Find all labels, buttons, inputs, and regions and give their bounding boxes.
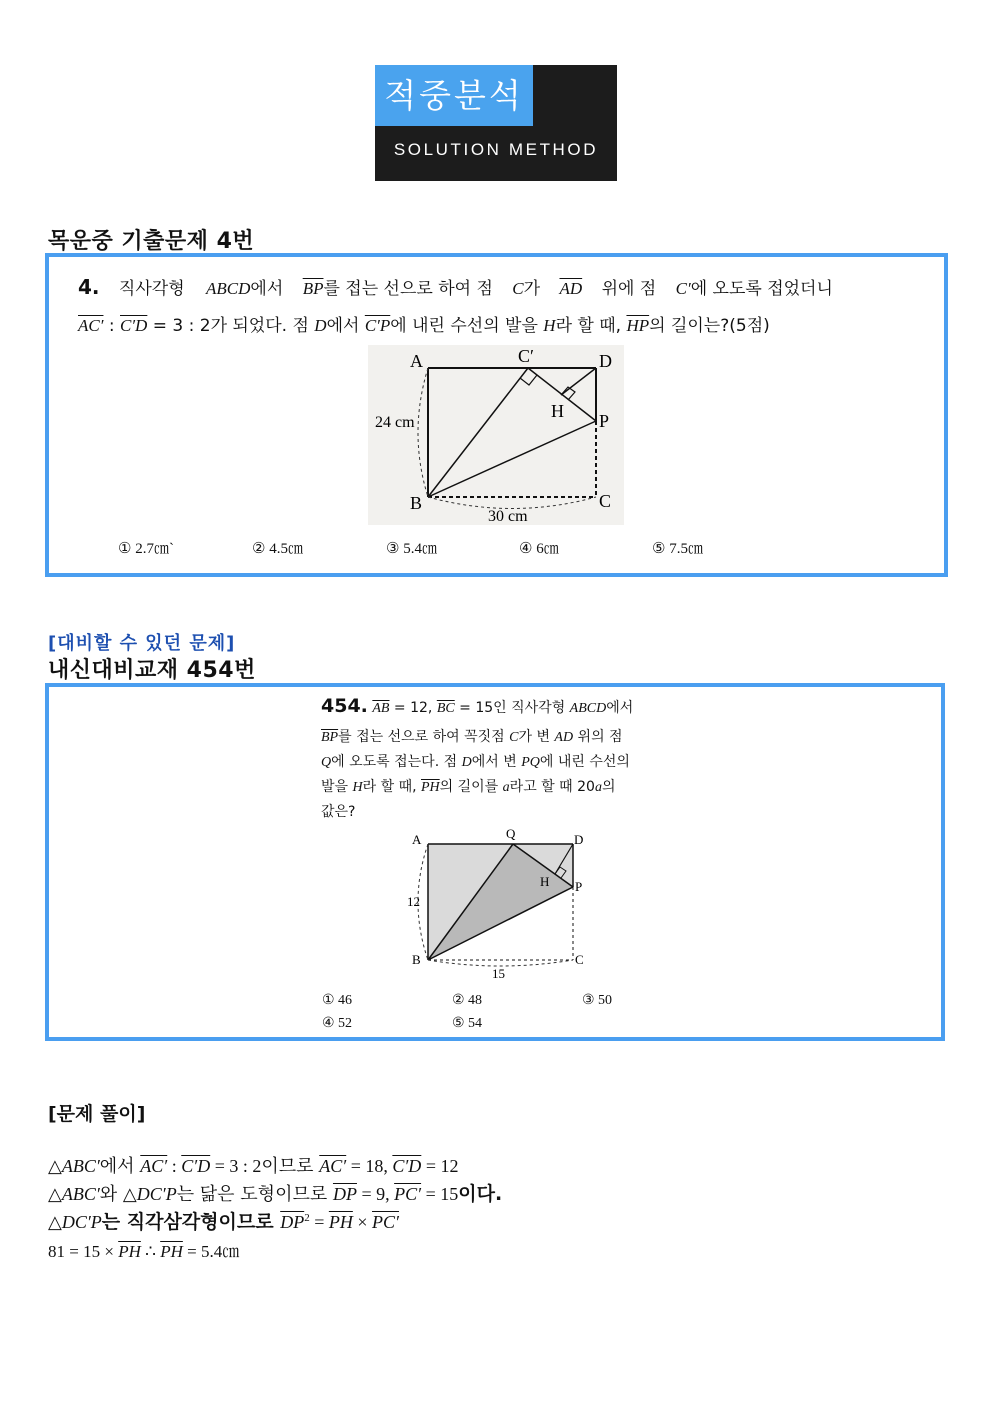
math-segment: $\overline{PH}$	[421, 780, 440, 795]
text: 위에 점	[601, 279, 657, 299]
text: 에서 변	[471, 754, 522, 770]
text: 에 오도록 접었더니	[690, 279, 833, 299]
math-triangle: △ABC′	[48, 1156, 100, 1176]
math-var: a	[594, 780, 602, 795]
text: 라고 할 때 20	[509, 779, 595, 795]
text: 81 = 15 ×	[48, 1242, 119, 1261]
problem2-line2	[321, 725, 673, 750]
math-segment: $\overline{AD}$	[559, 279, 583, 298]
choice-2[interactable]: ② 4.5㎝	[252, 541, 303, 557]
problem1-line1	[78, 268, 940, 308]
math-segment: $\overline{PH}$	[328, 1212, 353, 1232]
math-triangle: △DC′P	[48, 1212, 102, 1232]
text: = 5.4㎝	[182, 1242, 240, 1261]
choice-5[interactable]: ⑤ 7.5㎝	[652, 541, 703, 557]
text: ×	[352, 1212, 373, 1232]
section2-tag: [대비할 수 있던 문제]	[48, 633, 236, 654]
text: 의	[601, 779, 616, 795]
math-triangle: △ABC′	[48, 1184, 100, 1204]
math-segment: $\overline{PH}$	[118, 1242, 141, 1261]
text: 에서	[99, 1156, 141, 1177]
text: 가	[523, 279, 541, 299]
label-side-length: 24 cm	[375, 414, 415, 431]
choice-4[interactable]: ④ 52	[322, 1016, 353, 1031]
choice-1[interactable]: ① 2.7㎝`	[118, 541, 174, 557]
text: 의 길이는?(5점)	[649, 316, 770, 336]
label-b: B	[410, 493, 423, 513]
text: = 3 : 2가 되었다. 점	[147, 316, 315, 336]
problem1-figure	[368, 345, 624, 525]
text: 위의 점	[573, 729, 623, 745]
math-segment: C′D	[392, 1156, 422, 1176]
label-bottom-length: 15	[492, 966, 505, 981]
text: = 12,	[389, 700, 437, 716]
text: 의 길이를	[439, 779, 503, 795]
text: 직사각형	[118, 279, 185, 299]
math-triangle: △DC′P	[122, 1184, 177, 1204]
problem1-number: 4.	[78, 275, 100, 299]
problem2-line3	[321, 750, 673, 775]
math-var: C′	[675, 279, 691, 298]
text: 에 내린 수선의	[539, 754, 630, 770]
math-segment: $\overline{HP}$	[626, 316, 650, 335]
math-var: H	[543, 316, 556, 335]
math-segment: AC′	[319, 1156, 347, 1176]
math-segment: $\overline{DP}$	[280, 1212, 305, 1232]
text: 는 직각삼각형이므로	[101, 1211, 281, 1233]
logo-subtitle: SOLUTION METHOD	[393, 140, 599, 159]
text: = 12	[421, 1156, 459, 1176]
label-q: Q	[506, 826, 516, 841]
problem2-text	[321, 694, 673, 825]
math-var: PQ	[521, 755, 540, 770]
problem2-line5: 값은?	[321, 804, 356, 820]
label-side-length: 12	[407, 894, 420, 909]
text: 를 접는 선으로 하여 꼭짓점	[338, 729, 510, 745]
text: 에서	[606, 700, 634, 716]
text: = 15인 직사각형	[454, 700, 570, 716]
text: 에서	[250, 279, 284, 299]
math-var: D	[314, 316, 327, 335]
math-segment: $\overline{BP}$	[321, 730, 339, 745]
solution-line4	[48, 1237, 239, 1262]
text: = 15	[421, 1184, 459, 1204]
math-segment: C′D	[120, 316, 148, 335]
math-segment: $\overline{BC}$	[436, 701, 455, 716]
text: 이다.	[458, 1183, 503, 1205]
text: 가 변	[518, 729, 555, 745]
problem2-number: 454.	[321, 695, 368, 717]
math-var: H	[352, 780, 363, 795]
label-h: H	[540, 874, 550, 889]
label-a: A	[410, 351, 423, 371]
math-segment: PC′	[372, 1212, 399, 1232]
math-var: C	[512, 279, 524, 298]
math-segment: $\overline{BP}$	[302, 279, 324, 298]
choice-2[interactable]: ② 48	[452, 993, 483, 1008]
math-segment: $\overline{AB}$	[372, 701, 390, 716]
problem2-figure	[398, 822, 598, 982]
math-segment: C′D	[181, 1156, 211, 1176]
logo-title: 적중분석	[375, 65, 533, 126]
solution-line1	[48, 1152, 458, 1178]
problem2-line1	[321, 694, 673, 721]
text: = 18,	[346, 1156, 393, 1176]
choice-4[interactable]: ④ 6㎝	[519, 541, 559, 557]
text: :	[103, 316, 120, 336]
text: ∴	[140, 1242, 161, 1261]
label-h: H	[551, 401, 564, 421]
math-var: Q	[321, 755, 332, 770]
math-var: a	[502, 780, 510, 795]
text: = 3 : 2	[210, 1156, 262, 1176]
text: 에 오도록 접는다. 점	[331, 754, 462, 770]
text: 라 할 때,	[362, 779, 421, 795]
text: 발을	[321, 779, 353, 795]
text: 는 닮은 도형이므로	[176, 1184, 333, 1205]
text: 이므로	[261, 1156, 320, 1177]
label-d: D	[599, 351, 612, 371]
section1-title: 목운중 기출문제 4번	[48, 229, 255, 254]
choice-1[interactable]: ① 46	[322, 993, 353, 1008]
exponent: 2	[304, 1212, 310, 1224]
label-b: B	[412, 952, 421, 967]
math-segment: AC′	[140, 1156, 168, 1176]
label-p: P	[599, 411, 610, 431]
text: 에서	[326, 316, 365, 336]
label-d: D	[574, 832, 584, 847]
choice-3[interactable]: ③ 5.4㎝	[386, 541, 437, 557]
solution-title: [문제 풀이]	[48, 1103, 146, 1125]
solution-line3	[48, 1207, 399, 1234]
label-c: C	[599, 491, 612, 511]
solution-line2	[48, 1179, 502, 1206]
label-p: P	[575, 879, 583, 894]
choice-5[interactable]: ⑤ 54	[452, 1016, 483, 1031]
label-a: A	[412, 832, 422, 847]
text: = 9,	[356, 1184, 395, 1204]
math-segment: PC′	[394, 1184, 422, 1204]
label-c: C	[575, 952, 584, 967]
text: 에 내린 수선의 발을	[390, 316, 544, 336]
section2-title: 내신대비교재 454번	[48, 658, 256, 683]
math-var: C	[509, 730, 519, 745]
text: 를 접는 선으로 하여 점	[323, 279, 493, 299]
text: 라 할 때,	[555, 316, 627, 336]
choice-3[interactable]: ③ 50	[582, 993, 613, 1008]
label-c-prime: C′	[518, 346, 534, 366]
problem2-line4	[321, 775, 673, 800]
math-segment: $\overline{DP}$	[332, 1184, 357, 1204]
problem1-line2	[78, 307, 770, 345]
math-var: AD	[554, 730, 574, 745]
math-segment: AC′	[78, 316, 104, 335]
text: :	[167, 1156, 182, 1176]
text: 와	[99, 1184, 123, 1205]
math-var: D	[461, 755, 472, 770]
math-segment: $\overline{PH}$	[160, 1242, 183, 1261]
math-var: ABCD	[206, 279, 251, 298]
math-segment: C′P	[364, 316, 391, 335]
math-var: ABCD	[569, 701, 607, 716]
label-bottom-length: 30 cm	[488, 508, 528, 525]
text: =	[309, 1212, 329, 1232]
